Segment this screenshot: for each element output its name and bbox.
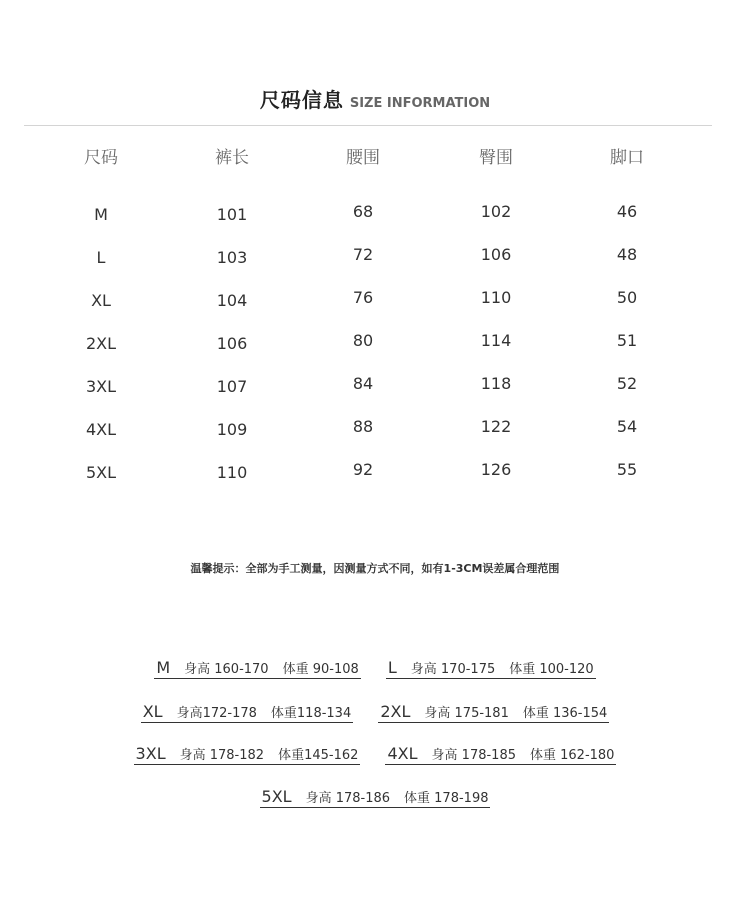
guide-entry bbox=[386, 658, 596, 679]
size-table bbox=[0, 144, 750, 502]
guide-entry bbox=[378, 702, 609, 723]
waist-cell: 92 bbox=[352, 460, 374, 479]
size-cell: M bbox=[94, 205, 108, 224]
hip-cell: 118 bbox=[480, 374, 512, 393]
waist-cell: 84 bbox=[352, 374, 374, 393]
hip-cell: 122 bbox=[480, 417, 512, 436]
size-cell: L bbox=[96, 248, 106, 267]
guide-height: 身高 178-182 bbox=[179, 748, 265, 763]
guide-line-3 bbox=[0, 744, 750, 765]
hip-cell: 106 bbox=[480, 245, 512, 264]
guide-entry bbox=[260, 787, 491, 808]
guide-entry bbox=[385, 744, 616, 765]
waist-cell: 72 bbox=[352, 245, 374, 264]
length-cell: 110 bbox=[216, 463, 248, 482]
hip-cell: 102 bbox=[480, 202, 512, 221]
guide-entry bbox=[154, 658, 360, 679]
guide-line-1 bbox=[0, 658, 750, 679]
hem-cell: 54 bbox=[616, 417, 638, 436]
table-row bbox=[0, 416, 750, 459]
guide-height: 身高 175-181 bbox=[424, 706, 509, 721]
guide-size: 3XL bbox=[135, 744, 166, 763]
guide-weight: 体重 178-198 bbox=[404, 791, 489, 806]
hem-cell: 46 bbox=[616, 202, 638, 221]
page-title bbox=[0, 84, 750, 113]
guide-weight: 体重145-162 bbox=[278, 748, 359, 763]
table-row bbox=[0, 287, 750, 330]
waist-cell: 88 bbox=[352, 417, 374, 436]
guide-size: 5XL bbox=[261, 787, 292, 806]
guide-line-2 bbox=[0, 702, 750, 723]
measurement-note: 温馨提示：全部为手工测量，因测量方式不同，如有1-3CM误差属合理范围 bbox=[190, 562, 560, 575]
table-header-row bbox=[0, 144, 750, 187]
guide-line-4 bbox=[0, 787, 750, 808]
length-cell: 103 bbox=[216, 248, 248, 267]
guide-height: 身高 160-170 bbox=[184, 662, 269, 677]
guide-height: 身高 178-185 bbox=[431, 748, 516, 763]
header-length: 裤长 bbox=[215, 148, 249, 168]
hip-cell: 126 bbox=[480, 460, 512, 479]
title-en: SIZE INFORMATION bbox=[349, 96, 491, 111]
table-row bbox=[0, 330, 750, 373]
guide-weight: 体重 136-154 bbox=[522, 706, 608, 721]
table-row bbox=[0, 459, 750, 502]
header-size: 尺码 bbox=[84, 148, 118, 168]
table-row bbox=[0, 244, 750, 287]
guide-size: M bbox=[156, 658, 171, 677]
waist-cell: 80 bbox=[352, 331, 374, 350]
guide-entry bbox=[141, 702, 354, 723]
guide-weight: 体重 90-108 bbox=[282, 662, 359, 677]
guide-size: 4XL bbox=[387, 744, 418, 763]
hem-cell: 52 bbox=[616, 374, 638, 393]
length-cell: 104 bbox=[216, 291, 248, 310]
hip-cell: 110 bbox=[480, 288, 512, 307]
title-cn: 尺码信息 bbox=[259, 88, 344, 112]
guide-height: 身高172-178 bbox=[176, 706, 257, 721]
hip-cell: 114 bbox=[480, 331, 512, 350]
length-cell: 109 bbox=[216, 420, 248, 439]
hem-cell: 51 bbox=[616, 331, 638, 350]
header-hem: 脚口 bbox=[610, 148, 644, 168]
table-row bbox=[0, 201, 750, 244]
guide-size: L bbox=[387, 658, 397, 677]
size-cell: 3XL bbox=[85, 377, 117, 396]
waist-cell: 68 bbox=[352, 202, 374, 221]
size-cell: 2XL bbox=[85, 334, 117, 353]
hem-cell: 48 bbox=[616, 245, 638, 264]
guide-height: 身高 170-175 bbox=[410, 662, 496, 677]
length-cell: 106 bbox=[216, 334, 248, 353]
header-waist: 腰围 bbox=[346, 148, 380, 168]
hem-cell: 50 bbox=[616, 288, 638, 307]
guide-entry bbox=[134, 744, 361, 765]
guide-size: 2XL bbox=[380, 702, 411, 721]
title-divider bbox=[24, 125, 712, 126]
length-cell: 107 bbox=[216, 377, 248, 396]
guide-size: XL bbox=[142, 702, 163, 721]
waist-cell: 76 bbox=[352, 288, 374, 307]
guide-height: 身高 178-186 bbox=[305, 791, 391, 806]
size-cell: XL bbox=[91, 291, 111, 310]
guide-weight: 体重 162-180 bbox=[530, 748, 615, 763]
size-cell: 5XL bbox=[85, 463, 117, 482]
header-hip: 臀围 bbox=[479, 148, 513, 168]
guide-weight: 体重 100-120 bbox=[509, 662, 594, 677]
table-row bbox=[0, 373, 750, 416]
guide-weight: 体重118-134 bbox=[270, 706, 352, 721]
hem-cell: 55 bbox=[616, 460, 638, 479]
size-cell: 4XL bbox=[85, 420, 117, 439]
length-cell: 101 bbox=[216, 205, 248, 224]
